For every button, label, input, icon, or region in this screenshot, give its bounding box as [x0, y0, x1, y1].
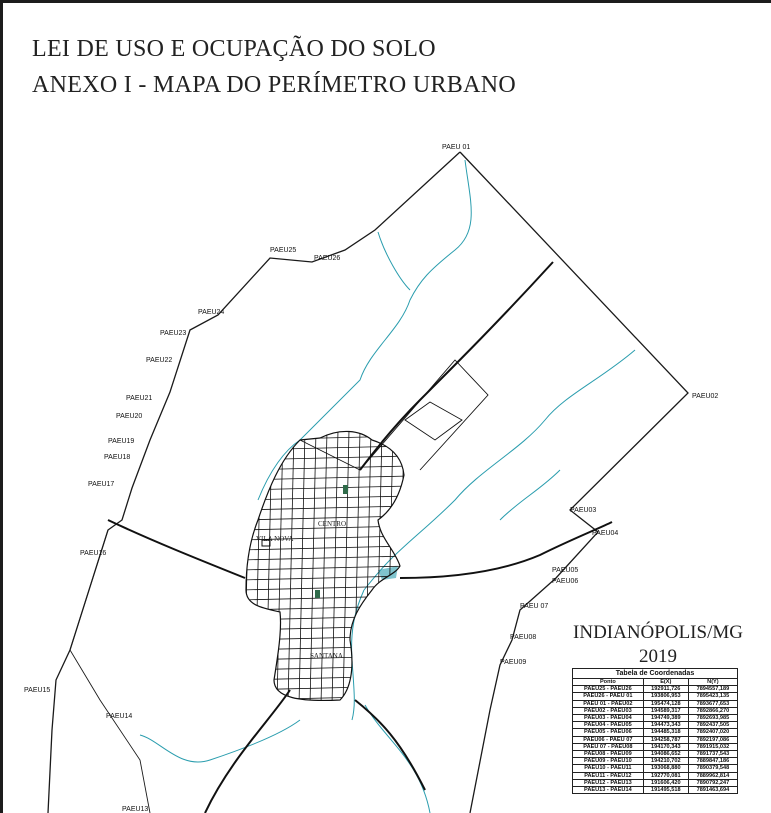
table-cell-easting: 191606,420 — [643, 779, 688, 786]
table-cell-northing: 7890792,247 — [688, 779, 737, 786]
table-cell-northing: 7891463,694 — [688, 787, 737, 794]
street — [321, 430, 327, 705]
street — [240, 666, 410, 670]
table-row — [573, 765, 738, 772]
table-cell-point: PAEU04 - PAEU05 — [573, 722, 644, 729]
table-cell-point: PAEU03 - PAEU04 — [573, 715, 644, 722]
street — [240, 466, 410, 470]
river-north-branch — [378, 232, 410, 290]
table-cell-northing: 7891915,032 — [688, 743, 737, 750]
table-cell-northing: 7892693,985 — [688, 715, 737, 722]
point-label-p25: PAEU25 — [270, 247, 297, 254]
point-label-p18: PAEU18 — [104, 454, 131, 461]
river-east-tail — [500, 470, 560, 520]
point-label-p04: PAEU04 — [592, 530, 619, 537]
table-row — [573, 736, 738, 743]
street-grid — [240, 430, 410, 705]
point-label-p09: PAEU09 — [500, 659, 527, 666]
street — [240, 676, 410, 680]
street — [240, 616, 410, 620]
street — [240, 446, 410, 450]
street — [310, 430, 316, 705]
table-cell-northing: 7892407,020 — [688, 729, 737, 736]
street — [240, 626, 410, 630]
table-row — [573, 693, 738, 700]
street — [376, 430, 382, 705]
table-cell-point: PAEU11 - PAEU12 — [573, 772, 644, 779]
point-label-p17: PAEU17 — [88, 481, 115, 488]
urban-area — [246, 431, 404, 700]
table-cell-easting: 193068,880 — [643, 765, 688, 772]
table-row — [573, 779, 738, 786]
point-label-p24: PAEU24 — [198, 309, 225, 316]
table-cell-easting: 192770,081 — [643, 772, 688, 779]
road-southwest — [205, 690, 290, 813]
point-label-p23: PAEU23 — [160, 330, 187, 337]
street — [240, 586, 410, 590]
street — [288, 430, 294, 705]
table-cell-northing: 7893677,653 — [688, 700, 737, 707]
street — [240, 556, 410, 560]
document-subtitle: ANEXO I - MAPA DO PERÍMETRO URBANO — [32, 72, 517, 98]
document-title: LEI DE USO E OCUPAÇÃO DO SOLO — [32, 36, 436, 62]
table-cell-easting: 194170,343 — [643, 743, 688, 750]
perimeter-boundary-southwest — [70, 530, 150, 813]
table-row — [573, 743, 738, 750]
table-cell-easting: 194589,317 — [643, 707, 688, 714]
table-cell-point: PAEU06 - PAEU 07 — [573, 736, 644, 743]
street — [299, 430, 305, 705]
street — [240, 546, 410, 550]
table-cell-point: PAEU 01 - PAEU02 — [573, 700, 644, 707]
table-cell-northing: 7891737,543 — [688, 751, 737, 758]
map-year: 2019 — [639, 646, 677, 667]
river-east — [364, 350, 635, 590]
table-cell-northing: 7894557,189 — [688, 686, 737, 693]
table-cell-easting: 193806,953 — [643, 693, 688, 700]
street — [266, 430, 272, 705]
table-cell-point: PAEU25 - PAEU26 — [573, 686, 644, 693]
point-label-p21: PAEU21 — [126, 395, 153, 402]
point-label-p08: PAEU08 — [510, 634, 537, 641]
square-centro — [343, 485, 348, 494]
river-north — [300, 160, 471, 440]
point-label-p16: PAEU16 — [80, 550, 107, 557]
table-cell-point: PAEU 07 - PAEU08 — [573, 743, 644, 750]
table-cell-point: PAEU26 - PAEU 01 — [573, 693, 644, 700]
neighborhood-vila-nova: VILA NOVA — [256, 535, 294, 543]
street — [255, 430, 261, 705]
table-cell-point: PAEU10 - PAEU11 — [573, 765, 644, 772]
coordinates-table-header — [573, 679, 738, 686]
table-cell-point: PAEU02 - PAEU03 — [573, 707, 644, 714]
road-west — [108, 520, 245, 578]
street — [365, 430, 371, 705]
point-label-p05: PAEU05 — [552, 567, 579, 574]
table-cell-northing: 7895423,135 — [688, 693, 737, 700]
road-southeast — [355, 700, 425, 790]
table-cell-easting: 194485,318 — [643, 729, 688, 736]
table-row — [573, 686, 738, 693]
table-cell-point: PAEU05 - PAEU06 — [573, 729, 644, 736]
table-cell-easting: 194258,787 — [643, 736, 688, 743]
table-row — [573, 751, 738, 758]
street — [240, 646, 410, 650]
neighborhood-santana: SANTANA — [310, 652, 343, 660]
table-cell-point: PAEU13 - PAEU14 — [573, 787, 644, 794]
neighborhood-centro: CENTRO — [318, 520, 346, 528]
urban-extension — [300, 360, 488, 470]
street — [240, 486, 410, 490]
point-label-p19: PAEU19 — [108, 438, 135, 445]
table-row — [573, 707, 738, 714]
table-cell-easting: 194086,652 — [643, 751, 688, 758]
table-cell-northing: 7892437,505 — [688, 722, 737, 729]
table-cell-northing: 7890379,548 — [688, 765, 737, 772]
river-southwest — [140, 720, 300, 762]
reservoir — [378, 566, 398, 580]
table-cell-northing: 7892866,270 — [688, 707, 737, 714]
point-label-p02: PAEU02 — [692, 393, 719, 400]
table-cell-northing: 7892197,086 — [688, 736, 737, 743]
coordinates-table-column-header: E(X) — [643, 679, 688, 686]
street — [240, 476, 410, 480]
table-cell-easting: 194749,389 — [643, 715, 688, 722]
coordinates-table-column-header: N(Y) — [688, 679, 737, 686]
point-label-p03: PAEU03 — [570, 507, 597, 514]
table-cell-easting: 192911,726 — [643, 686, 688, 693]
river-southeast — [365, 705, 430, 813]
table-row — [573, 787, 738, 794]
table-cell-easting: 191495,518 — [643, 787, 688, 794]
table-cell-easting: 194473,343 — [643, 722, 688, 729]
point-label-p06: PAEU06 — [552, 578, 579, 585]
point-label-p26: PAEU26 — [314, 255, 341, 262]
point-label-p22: PAEU22 — [146, 357, 173, 364]
street — [240, 686, 410, 690]
table-cell-point: PAEU09 - PAEU10 — [573, 758, 644, 765]
table-cell-northing: 7889962,814 — [688, 772, 737, 779]
road-northeast — [360, 262, 553, 470]
coordinates-table — [572, 668, 738, 794]
city-name: INDIANÓPOLIS/MG — [573, 622, 743, 643]
table-row — [573, 758, 738, 765]
coordinates-table-column-header: Ponto — [573, 679, 644, 686]
point-label-p20: PAEU20 — [116, 413, 143, 420]
coordinates-table-body — [573, 686, 738, 794]
table-cell-easting: 195474,128 — [643, 700, 688, 707]
table-cell-easting: 194210,702 — [643, 758, 688, 765]
table-row — [573, 729, 738, 736]
street — [240, 636, 410, 640]
road-east — [400, 522, 612, 578]
point-label-p13: PAEU13 — [122, 806, 149, 813]
table-cell-point: PAEU12 - PAEU13 — [573, 779, 644, 786]
table-row — [573, 700, 738, 707]
table-cell-northing: 7889847,186 — [688, 758, 737, 765]
coordinates-table-caption: Tabela de Coordenadas — [573, 669, 738, 679]
square-vila-nova — [315, 590, 320, 598]
point-label-p07: PAEU 07 — [520, 603, 549, 610]
table-row — [573, 722, 738, 729]
table-row — [573, 715, 738, 722]
table-row — [573, 772, 738, 779]
street — [240, 456, 410, 460]
point-label-p01: PAEU 01 — [442, 144, 471, 151]
street — [240, 596, 410, 600]
street — [240, 696, 410, 700]
table-cell-point: PAEU08 - PAEU09 — [573, 751, 644, 758]
point-label-p15: PAEU15 — [24, 687, 51, 694]
point-label-p14: PAEU14 — [106, 713, 133, 720]
